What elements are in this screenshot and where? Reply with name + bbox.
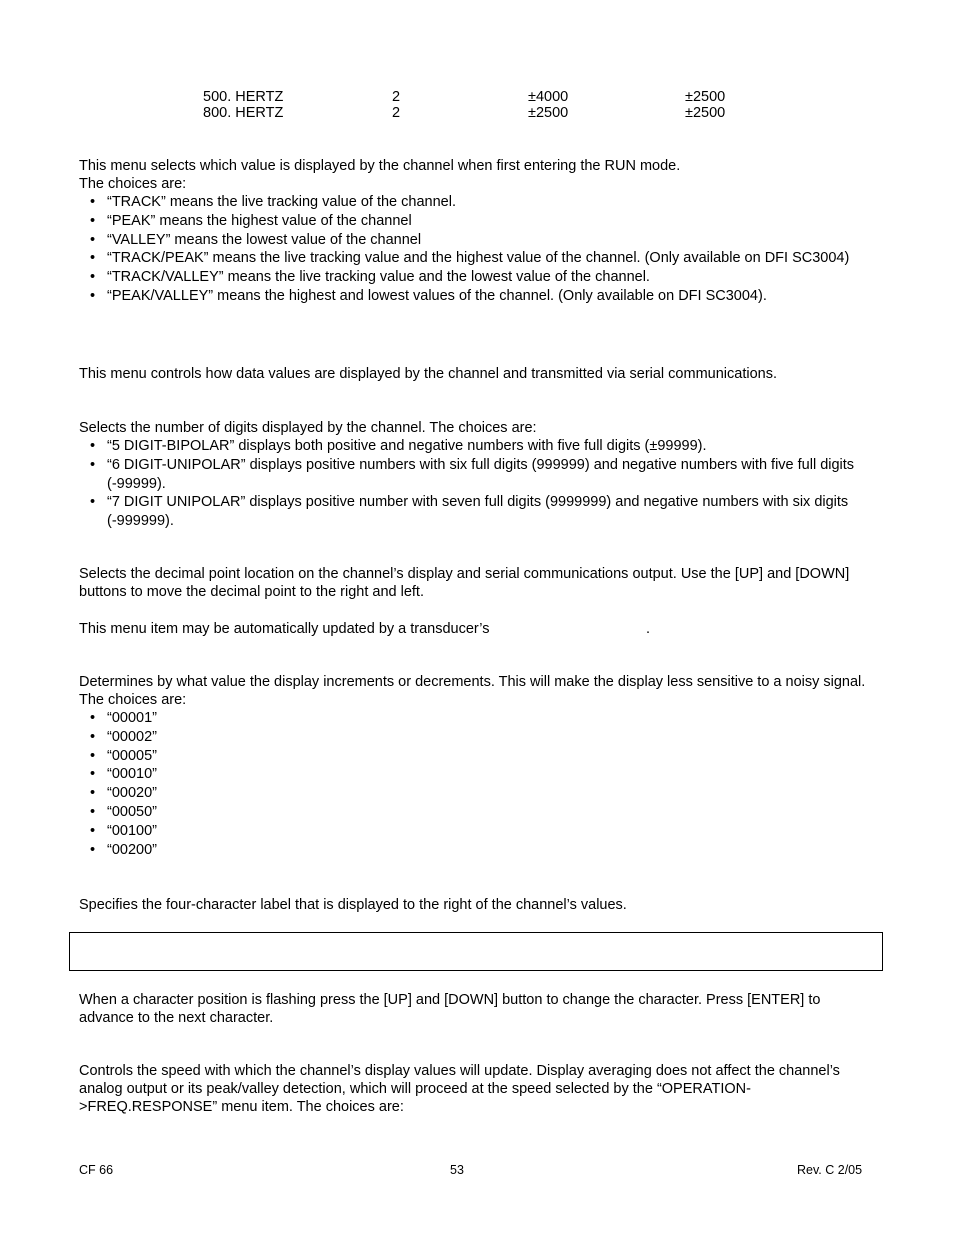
table-cell: 500. HERTZ: [203, 89, 284, 105]
decimal-note: This menu item may be automatically updated by a transducer’s: [79, 621, 490, 637]
paragraph: The choices are:: [79, 176, 187, 192]
paragraph: Selects the number of digits displayed by the channel. The choices are:: [79, 420, 537, 436]
note-box: [69, 932, 883, 971]
paragraph: Determines by what value the display increments or decrements. This will make the display less sensitive to a noisy signal. The choices are:: [79, 674, 866, 708]
list-item: • “5 DIGIT-BIPOLAR” displays both positive and negative numbers with five full digits (±99999).: [79, 437, 879, 456]
run-display-section: [79, 157, 879, 306]
paragraph: This menu selects which value is displayed by the channel when first entering the RUN mode.: [79, 158, 681, 174]
table-cell: 800. HERTZ: [203, 105, 284, 121]
list-item: • “00050”: [79, 803, 879, 822]
list-item: • “TRACK/VALLEY” means the live tracking value and the lowest value of the channel.: [79, 268, 879, 287]
list-item: • “00005”: [79, 747, 879, 766]
list-item: • “7 DIGIT UNIPOLAR” displays positive number with seven full digits (9999999) and negative numbers with six digits (-999999).: [79, 493, 879, 531]
list-item: • “TRACK/PEAK” means the live tracking value and the highest value of the channel. (Only available on DFI SC3004): [79, 249, 879, 268]
decimal-note-end: .: [646, 621, 651, 637]
paragraph: Specifies the four-character label that is displayed to the right of the channel’s values.: [79, 897, 627, 913]
bullet-list: [79, 193, 879, 306]
label-edit-section: [79, 991, 879, 1027]
page-number: 53: [450, 1163, 464, 1177]
averaging-section: [79, 1062, 879, 1116]
table-cell: ±2500: [685, 89, 726, 105]
list-item: • “00020”: [79, 784, 879, 803]
bullet-list: [79, 709, 879, 859]
list-item: • “00010”: [79, 765, 879, 784]
list-item: • “VALLEY” means the lowest value of the channel: [79, 231, 879, 250]
paragraph: This menu controls how data values are displayed by the channel and transmitted via serial communications.: [79, 366, 777, 382]
list-item: • “00100”: [79, 822, 879, 841]
table-cell: 2: [392, 89, 401, 105]
footer-right: Rev. C 2/05: [797, 1163, 863, 1177]
paragraph: When a character position is flashing press the [UP] and [DOWN] button to change the character. Press [ENTER] to advance to the next character.: [79, 992, 821, 1026]
list-item: • “TRACK” means the live tracking value of the channel.: [79, 193, 879, 212]
table-cell: ±2500: [528, 105, 569, 121]
digits-section: [79, 419, 879, 531]
list-item: • “6 DIGIT-UNIPOLAR” displays positive numbers with six full digits (999999) and negative numbers with five full digits (-99999).: [79, 456, 879, 494]
paragraph: Selects the decimal point location on the channel’s display and serial communications output. Use the [UP] and [DOWN] buttons to move the decimal point to the right and left.: [79, 566, 850, 600]
list-item: • “00002”: [79, 728, 879, 747]
label-section: [79, 896, 879, 914]
list-item: • “00001”: [79, 709, 879, 728]
decimal-section: [79, 565, 879, 601]
list-item: • “00200”: [79, 841, 879, 860]
display-menu-section: [79, 365, 879, 383]
table-cell: ±4000: [528, 89, 569, 105]
footer-left: CF 66: [79, 1163, 114, 1177]
table-cell: 2: [392, 105, 401, 121]
count-by-section: [79, 673, 879, 859]
list-item: • “PEAK” means the highest value of the channel: [79, 212, 879, 231]
table-cell: ±2500: [685, 105, 726, 121]
list-item: • “PEAK/VALLEY” means the highest and lowest values of the channel. (Only available on DFI SC3004).: [79, 287, 879, 306]
paragraph: Controls the speed with which the channel’s display values will update. Display averaging does not affect the channel’s analog output or its peak/valley detection, which will proceed at the speed selected by the “OPERATION->FREQ.RESPONSE” menu item. The choices are:: [79, 1063, 840, 1115]
bullet-list: [79, 437, 879, 531]
